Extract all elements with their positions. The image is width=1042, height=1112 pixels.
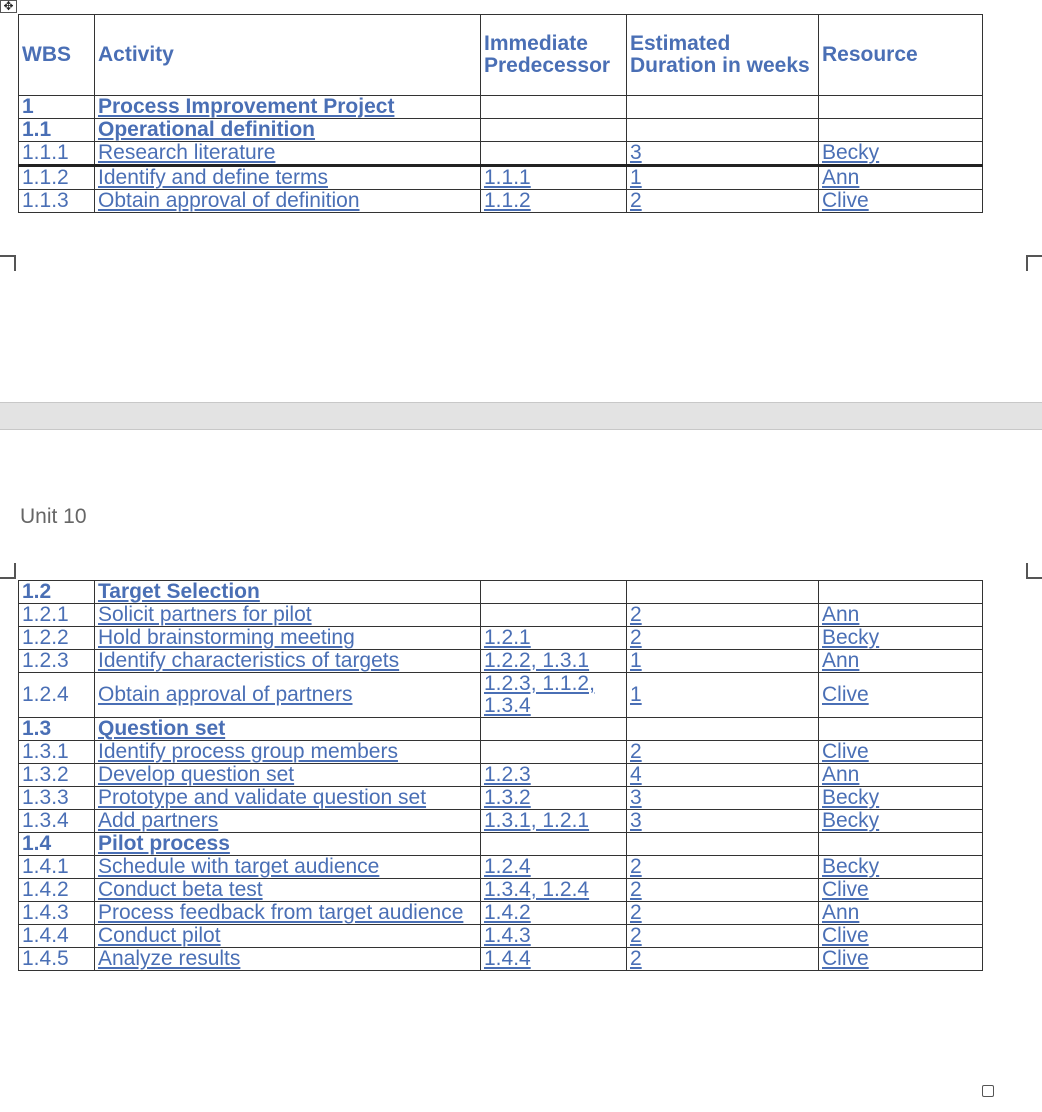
cell-duration[interactable]: 2 [627,604,819,627]
cell-wbs[interactable]: 1.3.2 [19,764,95,787]
page-header-text[interactable]: Unit 10 [20,505,87,528]
cell-wbs[interactable]: 1.4 [19,833,95,856]
cell-duration[interactable]: 2 [627,741,819,764]
cell-activity[interactable]: Conduct beta test [95,879,481,902]
cell-wbs[interactable]: 1.2.4 [19,673,95,718]
table-row [19,166,983,190]
cell-duration[interactable]: 3 [627,787,819,810]
cell-resource[interactable]: Clive [819,673,983,718]
page-corner-mark [0,255,16,271]
cell-resource[interactable]: Clive [819,925,983,948]
cell-resource[interactable]: Ann [819,902,983,925]
cell-wbs[interactable]: 1.1 [19,119,95,142]
cell-activity[interactable]: Hold brainstorming meeting [95,627,481,650]
wbs-table-top [18,14,983,213]
page-corner-mark [1026,255,1042,271]
cell-wbs[interactable]: 1.1.1 [19,142,95,166]
cell-resource[interactable]: Ann [819,650,983,673]
cell-predecessor[interactable]: 1.2.4 [481,856,627,879]
cell-predecessor[interactable]: 1.2.2, 1.3.1 [481,650,627,673]
cell-duration[interactable]: 2 [627,925,819,948]
cell-predecessor[interactable]: 1.3.2 [481,787,627,810]
table-row [19,810,983,833]
header-predecessor: Immediate Predecessor [481,15,627,96]
table-row [19,787,983,810]
cell-activity[interactable]: Identify process group members [95,741,481,764]
cell-wbs[interactable]: 1.2.1 [19,604,95,627]
cell-resource[interactable]: Clive [819,948,983,971]
cell-duration[interactable]: 2 [627,902,819,925]
cell-predecessor[interactable]: 1.2.3, 1.1.2, 1.3.4 [481,673,627,718]
cell-resource[interactable] [819,96,983,119]
table-move-handle[interactable]: ✥ [0,0,17,13]
cell-wbs[interactable]: 1.3.3 [19,787,95,810]
cell-resource[interactable]: Clive [819,190,983,213]
cell-activity[interactable]: Conduct pilot [95,925,481,948]
header-activity: Activity [95,15,481,96]
cell-activity[interactable]: Identify and define terms [95,166,481,190]
cell-activity[interactable]: Develop question set [95,764,481,787]
cell-wbs[interactable]: 1.4.3 [19,902,95,925]
cell-predecessor[interactable]: 1.2.1 [481,627,627,650]
cell-wbs[interactable]: 1 [19,96,95,119]
cell-predecessor[interactable]: 1.4.4 [481,948,627,971]
cell-resource[interactable]: Ann [819,604,983,627]
page-break-gap [0,402,1042,430]
cell-duration[interactable]: 2 [627,856,819,879]
cell-predecessor[interactable]: 1.4.3 [481,925,627,948]
bottom-table-body [19,581,983,971]
cell-wbs[interactable]: 1.4.5 [19,948,95,971]
cell-resource[interactable]: Clive [819,741,983,764]
table-row [19,119,983,142]
cell-duration[interactable]: 2 [627,190,819,213]
page-corner-mark [1026,563,1042,579]
cell-wbs[interactable]: 1.2 [19,581,95,604]
cell-duration[interactable] [627,119,819,142]
cell-activity[interactable]: Process feedback from target audience [95,902,481,925]
cell-activity[interactable]: Identify characteristics of targets [95,650,481,673]
cell-resource[interactable]: Clive [819,879,983,902]
cell-resource[interactable]: Becky [819,856,983,879]
table-row [19,833,983,856]
top-table-body [19,96,983,213]
header-resource: Resource [819,15,983,96]
cell-activity[interactable]: Target Selection [95,581,481,604]
cell-activity[interactable]: Operational definition [95,119,481,142]
cell-duration[interactable] [627,718,819,741]
wbs-table-bottom [18,580,983,971]
cell-predecessor[interactable] [481,718,627,741]
cell-predecessor[interactable] [481,604,627,627]
cell-resource[interactable] [819,833,983,856]
cell-activity[interactable]: Obtain approval of definition [95,190,481,213]
cell-activity[interactable]: Process Improvement Project [95,96,481,119]
table-resize-handle[interactable] [982,1085,994,1097]
cell-predecessor[interactable]: 1.1.1 [481,166,627,190]
cell-duration[interactable]: 1 [627,650,819,673]
cell-wbs[interactable]: 1.3.4 [19,810,95,833]
cell-duration[interactable] [627,96,819,119]
cell-resource[interactable]: Ann [819,166,983,190]
table-row [19,190,983,213]
table-row [19,948,983,971]
cell-wbs[interactable]: 1.4.1 [19,856,95,879]
cell-resource[interactable] [819,119,983,142]
cell-activity[interactable]: Analyze results [95,948,481,971]
cell-resource[interactable] [819,718,983,741]
cell-wbs[interactable]: 1.1.3 [19,190,95,213]
cell-activity[interactable]: Prototype and validate question set [95,787,481,810]
table-row [19,764,983,787]
cell-duration[interactable]: 1 [627,673,819,718]
cell-predecessor[interactable] [481,96,627,119]
table-row [19,604,983,627]
cell-predecessor[interactable] [481,833,627,856]
cell-predecessor[interactable] [481,142,627,166]
cell-activity[interactable]: Pilot process [95,833,481,856]
cell-activity[interactable]: Schedule with target audience [95,856,481,879]
cell-duration[interactable]: 1 [627,166,819,190]
cell-predecessor[interactable] [481,119,627,142]
cell-wbs[interactable]: 1.2.3 [19,650,95,673]
cell-predecessor[interactable] [481,581,627,604]
table-row [19,718,983,741]
table-header-row [19,15,983,96]
cell-predecessor[interactable]: 1.1.2 [481,190,627,213]
table-row [19,856,983,879]
cell-activity[interactable]: Solicit partners for pilot [95,604,481,627]
cell-duration[interactable]: 2 [627,948,819,971]
page-corner-mark [0,563,16,579]
cell-resource[interactable] [819,581,983,604]
cell-predecessor[interactable]: 1.3.4, 1.2.4 [481,879,627,902]
cell-predecessor[interactable]: 1.3.1, 1.2.1 [481,810,627,833]
cell-wbs[interactable]: 1.2.2 [19,627,95,650]
cell-wbs[interactable]: 1.1.2 [19,166,95,190]
table-row [19,673,983,718]
cell-resource[interactable]: Becky [819,142,983,166]
header-duration: Estimated Duration in weeks [627,15,819,96]
table-row [19,96,983,119]
header-wbs: WBS [19,15,95,96]
cell-duration[interactable]: 2 [627,879,819,902]
cell-activity[interactable]: Question set [95,718,481,741]
cell-duration[interactable] [627,833,819,856]
cell-wbs[interactable]: 1.3 [19,718,95,741]
cell-duration[interactable]: 4 [627,764,819,787]
cell-predecessor[interactable] [481,741,627,764]
table-row [19,142,983,166]
cell-activity[interactable]: Research literature [95,142,481,166]
cell-activity[interactable]: Add partners [95,810,481,833]
table-row [19,650,983,673]
cell-resource[interactable]: Becky [819,787,983,810]
cell-resource[interactable]: Becky [819,810,983,833]
cell-resource[interactable]: Becky [819,627,983,650]
cell-wbs[interactable]: 1.3.1 [19,741,95,764]
table-row [19,581,983,604]
table-row [19,879,983,902]
table-row [19,627,983,650]
cell-predecessor[interactable]: 1.2.3 [481,764,627,787]
table-row [19,902,983,925]
cell-wbs[interactable]: 1.4.2 [19,879,95,902]
cell-duration[interactable]: 2 [627,627,819,650]
cell-wbs[interactable]: 1.4.4 [19,925,95,948]
cell-activity[interactable]: Obtain approval of partners [95,673,481,718]
cell-duration[interactable]: 3 [627,142,819,166]
table-row [19,925,983,948]
cell-duration[interactable] [627,581,819,604]
table-row [19,741,983,764]
cell-duration[interactable]: 3 [627,810,819,833]
cell-resource[interactable]: Ann [819,764,983,787]
cell-predecessor[interactable]: 1.4.2 [481,902,627,925]
